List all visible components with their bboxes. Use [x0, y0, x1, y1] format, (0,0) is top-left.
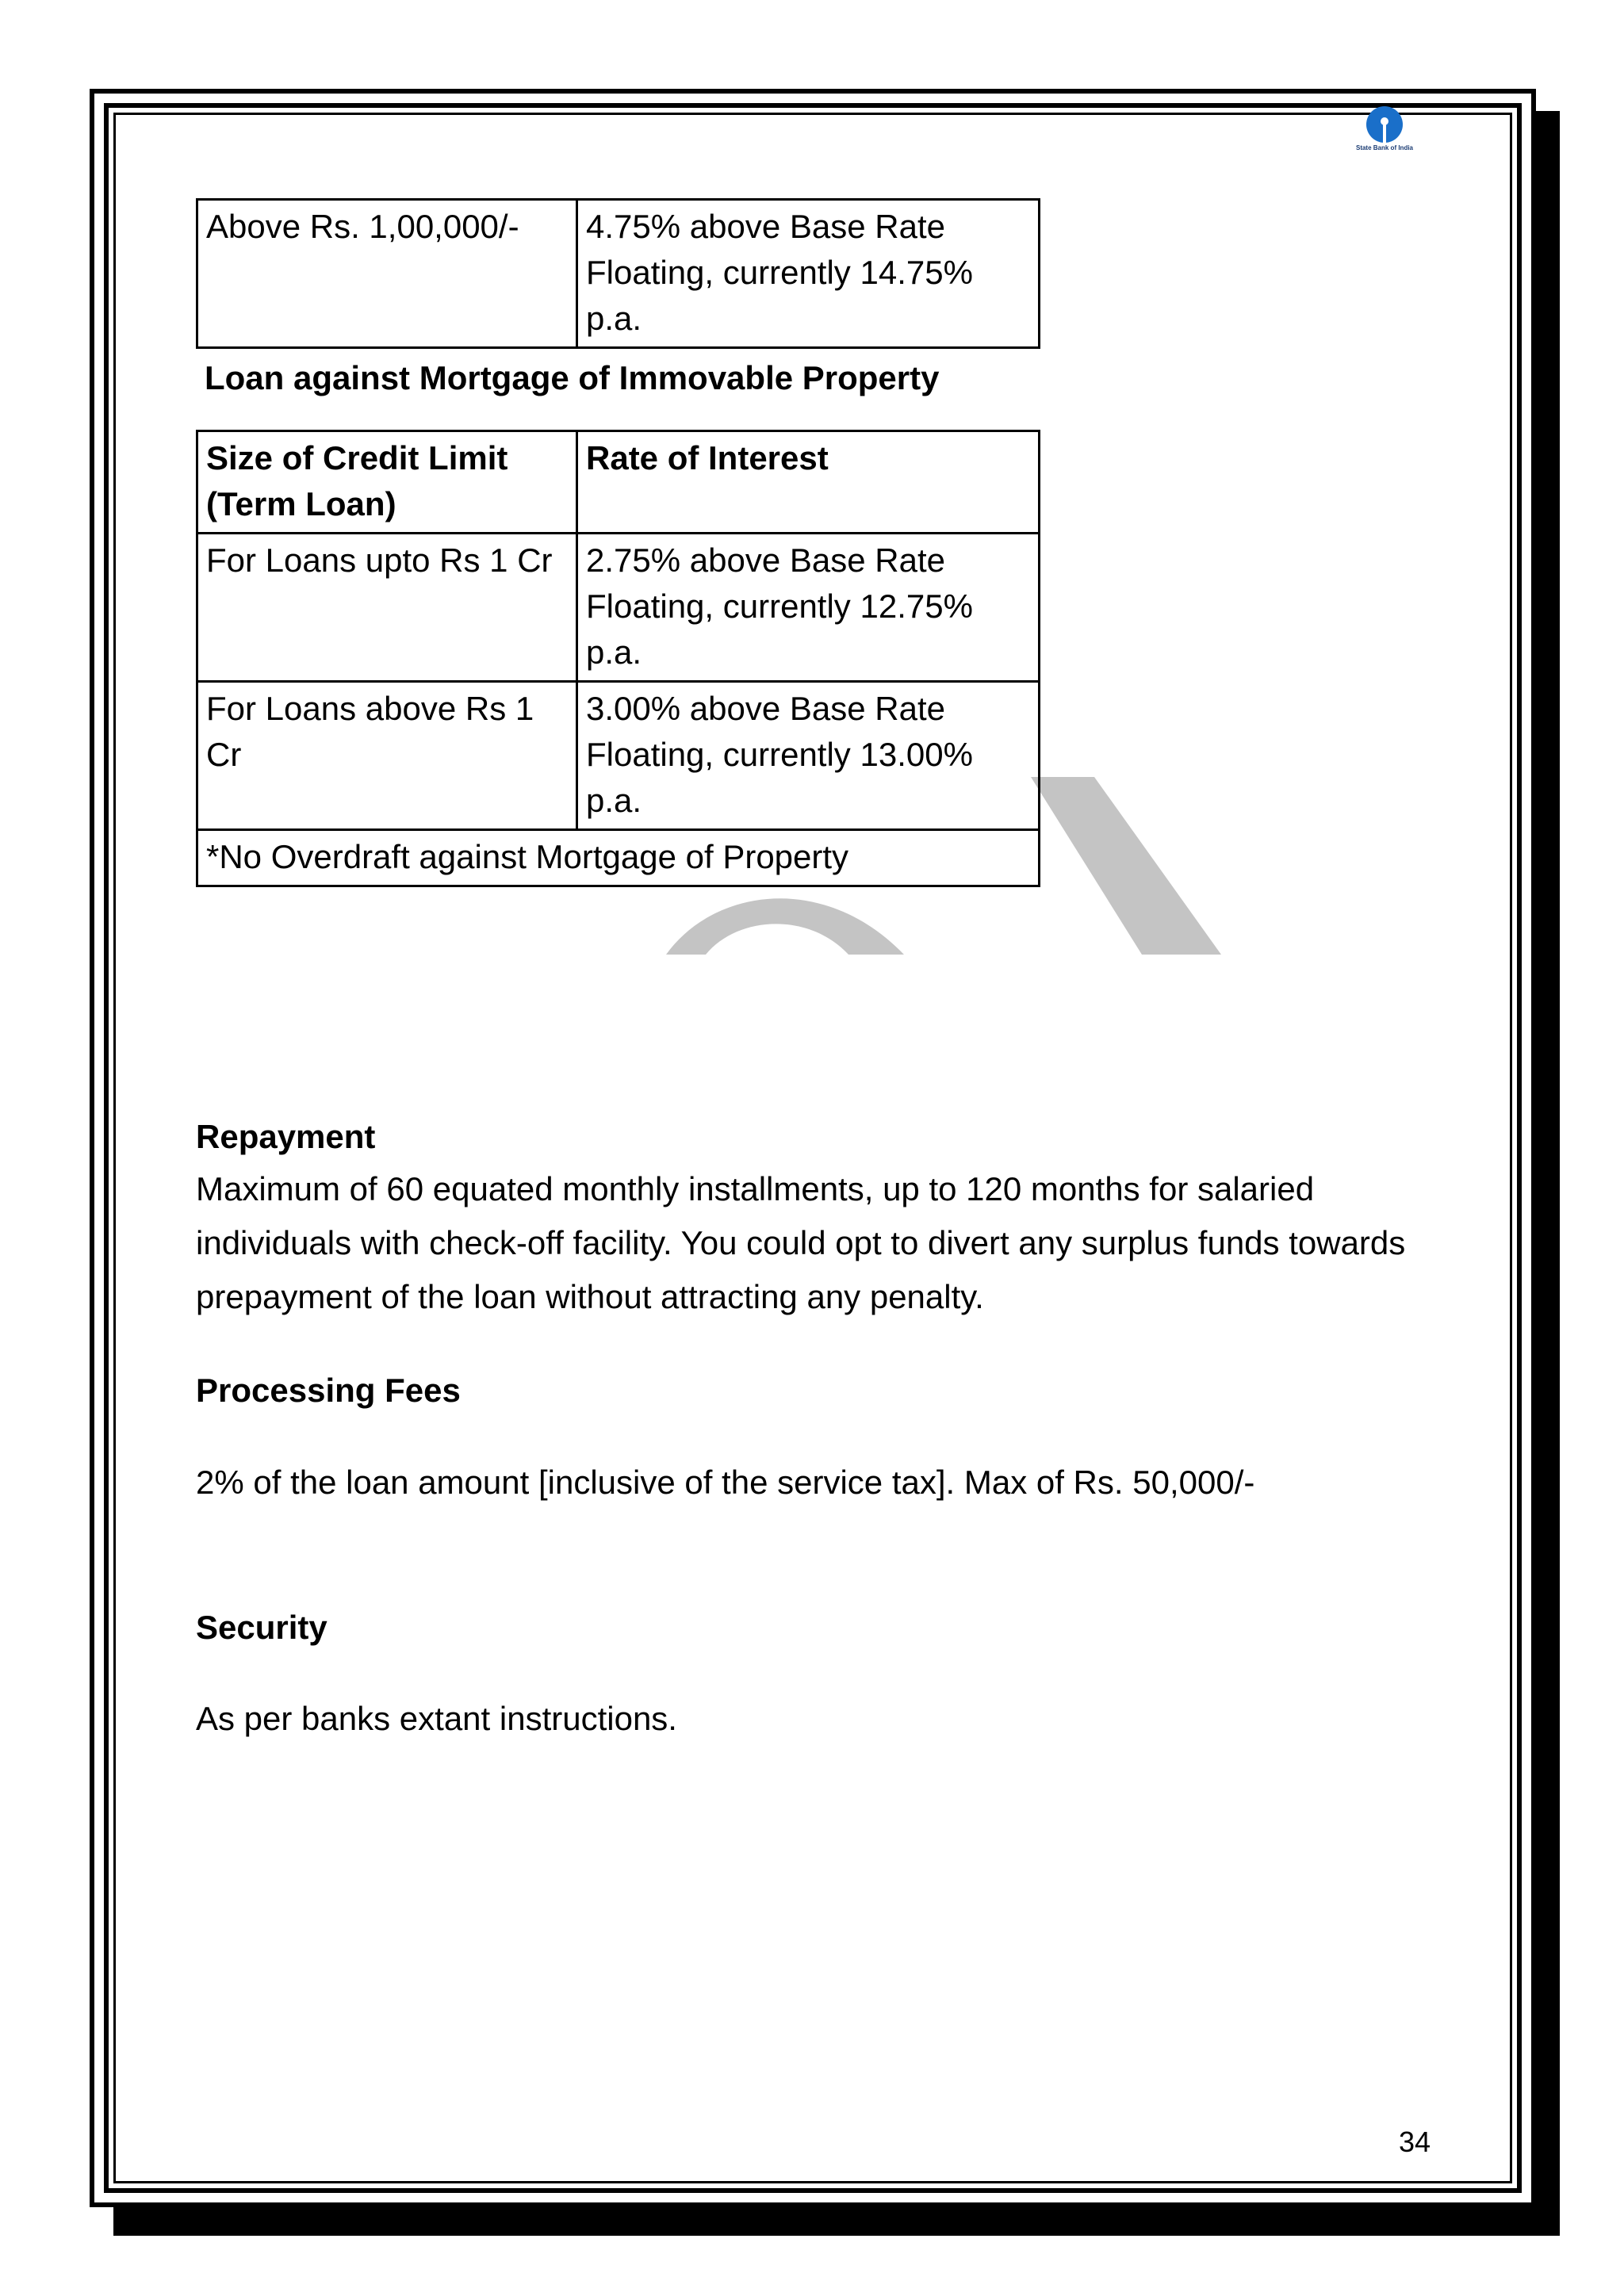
table-cell-size: For Loans above Rs 1 Cr — [197, 682, 577, 830]
table-cell-size: Above Rs. 1,00,000/- — [197, 200, 577, 348]
table-header-rate: Rate of Interest — [577, 431, 1040, 534]
repayment-text: Maximum of 60 equated monthly installments, up to 120 months for salaried individuals with check-off facility. You could opt to divert any surplus funds towards prepayment of the loan without attracting any penalty. — [196, 1170, 1406, 1315]
table-header-row — [197, 431, 1040, 534]
table-row — [197, 682, 1040, 830]
security-heading: Security — [196, 1609, 327, 1646]
logo-text: State Bank of India — [1355, 144, 1413, 151]
watermark-arc — [666, 898, 904, 955]
rate-table-continued — [196, 198, 1040, 349]
table-cell-rate: 3.00% above Base Rate Floating, currently 13.00% p.a. — [577, 682, 1040, 830]
sbi-logo — [1352, 105, 1417, 157]
repayment-heading: Repayment — [196, 1118, 376, 1155]
processing-fees-heading: Processing Fees — [196, 1372, 461, 1409]
watermark-stroke — [1031, 777, 1221, 955]
sbi-logo-icon — [1365, 105, 1404, 144]
mortgage-rate-table — [196, 430, 1040, 887]
security-text: As per banks extant instructions. — [196, 1700, 677, 1737]
table-cell-rate: 2.75% above Base Rate Floating, currently 12.75% p.a. — [577, 534, 1040, 682]
table-cell-size: For Loans upto Rs 1 Cr — [197, 534, 577, 682]
table-row — [197, 534, 1040, 682]
table-row — [197, 200, 1040, 348]
table-header-size: Size of Credit Limit (Term Loan) — [197, 431, 577, 534]
table-footnote-row — [197, 830, 1040, 886]
mortgage-caption: Loan against Mortgage of Immovable Property — [205, 359, 940, 396]
page-number: 34 — [1399, 2126, 1431, 2158]
processing-fees-text: 2% of the loan amount [inclusive of the service tax]. Max of Rs. 50,000/- — [196, 1464, 1255, 1501]
table-footnote: *No Overdraft against Mortgage of Property — [197, 830, 1040, 886]
table-cell-rate: 4.75% above Base Rate Floating, currently 14.75% p.a. — [577, 200, 1040, 348]
